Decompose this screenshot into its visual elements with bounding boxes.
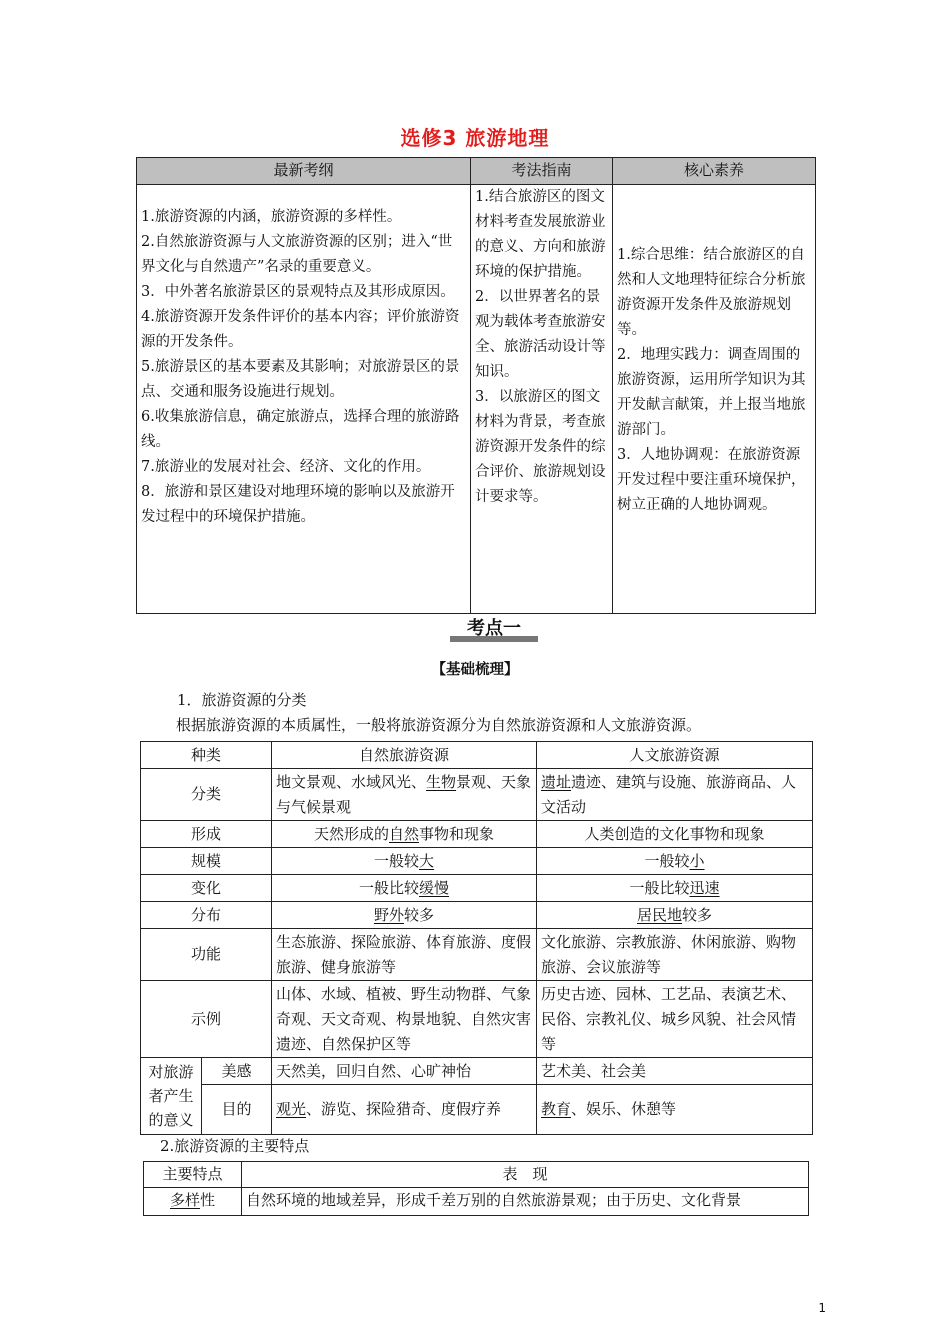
guide-item: 2．以世界著名的景观为载体考查旅游安全、旅游活动设计等知识。: [475, 289, 606, 380]
row-sublabel: 美感: [202, 1058, 272, 1085]
section-1-heading: 1．旅游资源的分类: [177, 691, 307, 709]
guide-item: 3．以旅游区的图文材料为背景，考查旅游资源开发条件的综合评价、旅游规划设计要求等。: [475, 389, 606, 505]
outline-item: 8．旅游和景区建设对地理环境的影响以及旅游开发过程中的环境保护措施。: [141, 484, 455, 525]
cell-cultural: 历史古迹、园林、工艺品、表演艺术、民俗、宗教礼仪、城乡风貌、社会风情等: [537, 981, 813, 1058]
cell-natural: 观光、游览、探险猎奇、度假疗养: [272, 1085, 537, 1135]
cell-natural: 地文景观、水域风光、生物景观、天象与气候景观: [272, 769, 537, 821]
outline-item: 1.旅游资源的内涵，旅游资源的多样性。: [141, 209, 402, 225]
cell-cultural: 文化旅游、宗教旅游、休闲旅游、购物旅游、会议旅游等: [537, 929, 813, 981]
header-outline: 最新考纲: [137, 158, 471, 185]
row-label: 形成: [141, 821, 272, 848]
row-label: 分布: [141, 902, 272, 929]
outline-item: 4.旅游资源开发条件评价的基本内容；评价旅游资源的开发条件。: [141, 309, 460, 350]
cell-natural: 一般比较缓慢: [272, 875, 537, 902]
row-label: 规模: [141, 848, 272, 875]
kaodian-label: 考点一: [467, 618, 521, 639]
header-type: 种类: [141, 742, 272, 769]
row-label-meaning: 对旅游者产生的意义: [141, 1058, 202, 1135]
section-1-intro: 根据旅游资源的本质属性，一般将旅游资源分为自然旅游资源和人文旅游资源。: [176, 716, 702, 734]
cell-cultural: 一般较小: [537, 848, 813, 875]
classification-table: [140, 741, 813, 1135]
page-number: 1: [818, 1301, 826, 1315]
literacy-item: 3．人地协调观：在旅游资源开发过程中要注重环境保护，树立正确的人地协调观。: [617, 447, 806, 513]
outline-item: 3．中外著名旅游景区的景观特点及其形成原因。: [141, 284, 455, 300]
kaodian-banner: [450, 618, 538, 642]
cell-natural: 生态旅游、探险旅游、体育旅游、度假旅游、健身旅游等: [272, 929, 537, 981]
header-cultural: 人文旅游资源: [537, 742, 813, 769]
section-2-heading: 2.旅游资源的主要特点: [160, 1137, 310, 1155]
literacy-item: 2．地理实践力：调查周围的旅游资源，运用所学知识为其开发献言献策，并上报当地旅游部门。: [617, 347, 806, 438]
cell-natural: 山体、水域、植被、野生动物群、气象奇观、天文奇观、构景地貌、自然灾害遗迹、自然保护区等: [272, 981, 537, 1058]
page-title: 选修3 旅游地理: [400, 126, 550, 150]
row-label: 示例: [141, 981, 272, 1058]
cell-natural: 天然美，回归自然、心旷神怡: [272, 1058, 537, 1085]
row-sublabel: 目的: [202, 1085, 272, 1135]
outline-item: 6.收集旅游信息，确定旅游点，选择合理的旅游路线。: [141, 409, 460, 450]
guide-item: 1.结合旅游区的图文材料考查发展旅游业的意义、方向和旅游环境的保护措施。: [475, 189, 606, 280]
cell-cultural: 遗址遗迹、建筑与设施、旅游商品、人文活动: [537, 769, 813, 821]
cell-natural: 野外较多: [272, 902, 537, 929]
cell-cultural: 人类创造的文化事物和现象: [537, 821, 813, 848]
outline-item: 2.自然旅游资源与人文旅游资源的区别；进入“世界文化与自然遗产”名录的重要意义。: [141, 234, 453, 275]
literacy-item: 1.综合思维：结合旅游区的自然和人文地理特征综合分析旅游资源开发条件及旅游规划等。: [617, 247, 806, 338]
cell-natural: 一般较大: [272, 848, 537, 875]
overview-table: [136, 157, 816, 614]
header-expression: 表 现: [242, 1162, 809, 1188]
cell-cultural: 一般比较迅速: [537, 875, 813, 902]
header-feature: 主要特点: [144, 1162, 242, 1188]
row-label: 变化: [141, 875, 272, 902]
header-guide: 考法指南: [471, 158, 613, 185]
feature-label: 多样性: [144, 1188, 242, 1216]
cell-cultural: 艺术美、社会美: [537, 1058, 813, 1085]
section-tag: 【基础梳理】: [431, 662, 519, 678]
cell-cultural: 居民地较多: [537, 902, 813, 929]
row-label: 功能: [141, 929, 272, 981]
features-table: [143, 1161, 809, 1216]
outline-item: 5.旅游景区的基本要素及其影响；对旅游景区的景点、交通和服务设施进行规划。: [141, 359, 460, 400]
outline-item: 7.旅游业的发展对社会、经济、文化的作用。: [141, 459, 431, 475]
feature-text: 自然环境的地域差异，形成千差万别的自然旅游景观；由于历史、文化背景: [242, 1188, 809, 1216]
header-literacy: 核心素养: [613, 158, 816, 185]
cell-cultural: 教育、娱乐、休憩等: [537, 1085, 813, 1135]
row-label: 分类: [141, 769, 272, 821]
header-natural: 自然旅游资源: [272, 742, 537, 769]
cell-natural: 天然形成的自然事物和现象: [272, 821, 537, 848]
